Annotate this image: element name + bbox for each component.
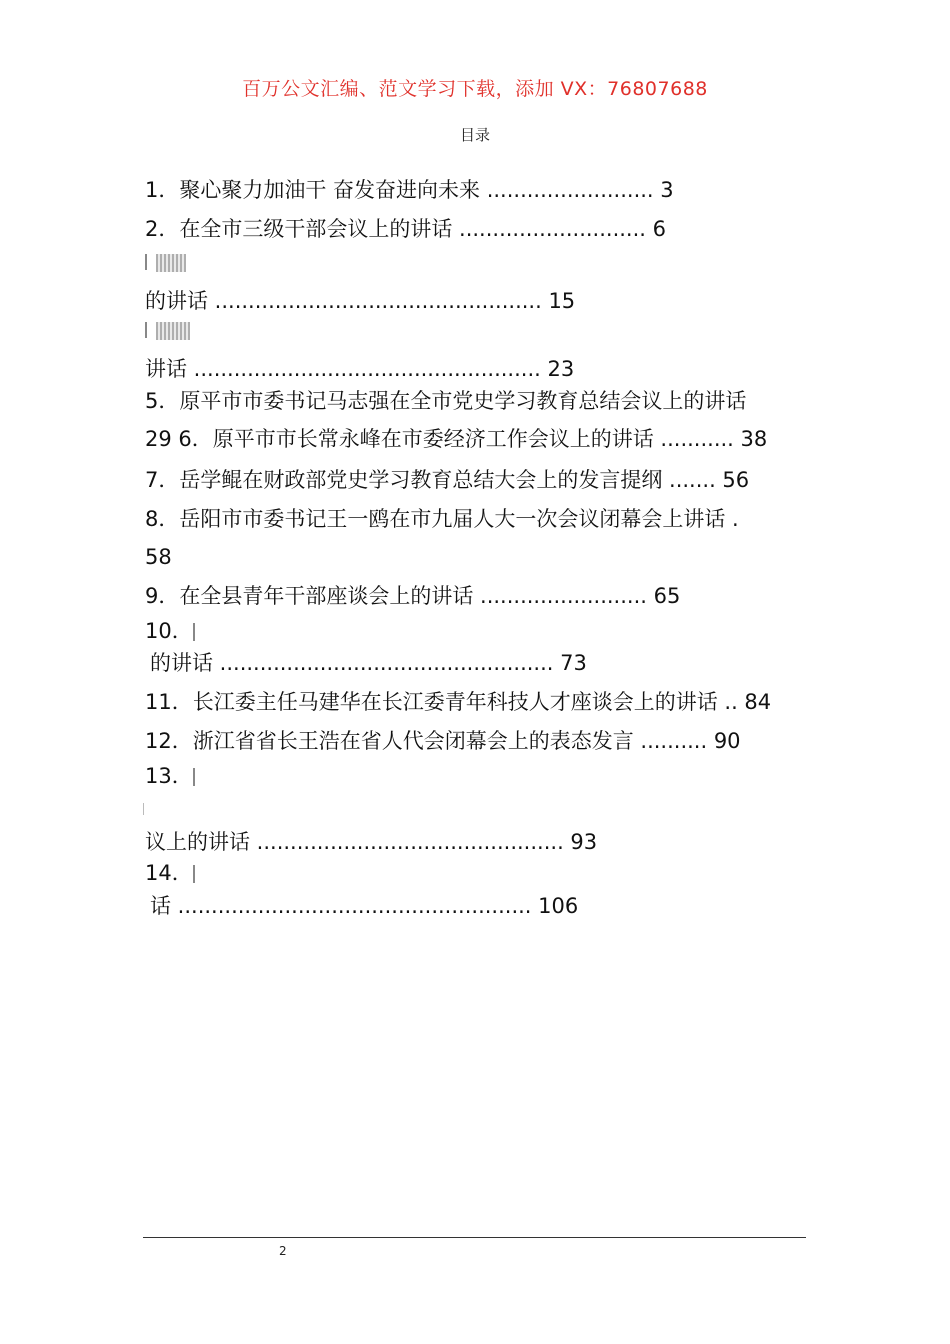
redaction-block	[156, 322, 190, 340]
toc-entry-13-cont: 议上的讲话 .............................................. 93	[145, 830, 598, 854]
toc-entry-7: 7．岳学鲲在财政部党史学习教育总结大会上的发言提纲 ....... 56	[145, 468, 750, 492]
redaction-tick	[145, 254, 147, 270]
page-number: 2	[279, 1244, 287, 1258]
toc-entry-8: 8．岳阳市市委书记王一鸥在市九届人大一次会议闭幕会上讲话 .	[145, 507, 739, 531]
toc-entry-12: 12．浙江省省长王浩在省人代会闭幕会上的表态发言 .......... 90	[145, 729, 741, 753]
toc-entry-14-number: 14．	[145, 861, 193, 885]
redacted-image	[145, 254, 186, 276]
toc-entry-5: 5．原平市市委书记马志强在全市党史学习教育总结会议上的讲话	[145, 389, 747, 413]
toc-entry-13-number: 13．	[145, 764, 193, 788]
toc-entry-10	[145, 617, 195, 645]
redaction-tick	[145, 322, 147, 338]
redaction-tick	[193, 623, 195, 641]
toc-entry-6: 29 6．原平市市长常永峰在市委经济工作会议上的讲话 ........... 38	[145, 427, 768, 451]
toc-entry-8-page: 58	[145, 545, 172, 569]
redaction-tick	[193, 768, 195, 786]
toc-entry-13	[145, 762, 195, 790]
redaction-tick	[193, 865, 195, 883]
footer-divider	[143, 1237, 806, 1238]
toc-entry-1: 1．聚心聚力加油干 奋发奋进向未来 ......................... 3	[145, 178, 674, 202]
toc-title: 目录	[459, 126, 490, 144]
toc-entry-3-cont: 的讲话 ................................................. 15	[145, 289, 576, 313]
redaction-tick	[143, 803, 144, 815]
toc-entry-9: 9．在全县青年干部座谈会上的讲话 ......................... 65	[145, 584, 681, 608]
toc-entry-14-cont: 话 ..................................................... 106	[150, 894, 579, 918]
redacted-image	[145, 322, 190, 344]
toc-entry-10-cont: 的讲话 .................................................. 73	[150, 651, 587, 675]
redaction-block	[156, 254, 186, 272]
toc-entry-11: 11．长江委主任马建华在长江委青年科技人才座谈会上的讲话 .. 84	[145, 690, 772, 714]
toc-entry-10-number: 10．	[145, 619, 193, 643]
toc-entry-4-cont: 讲话 .................................................... 23	[145, 357, 575, 381]
toc-entry-14	[145, 859, 195, 887]
toc-entry-2: 2．在全市三级干部会议上的讲话 ............................ 6	[145, 217, 666, 241]
redaction-mark	[143, 800, 144, 819]
watermark-header: 百万公文汇编、范文学习下载，添加 VX：76807688	[242, 78, 708, 100]
